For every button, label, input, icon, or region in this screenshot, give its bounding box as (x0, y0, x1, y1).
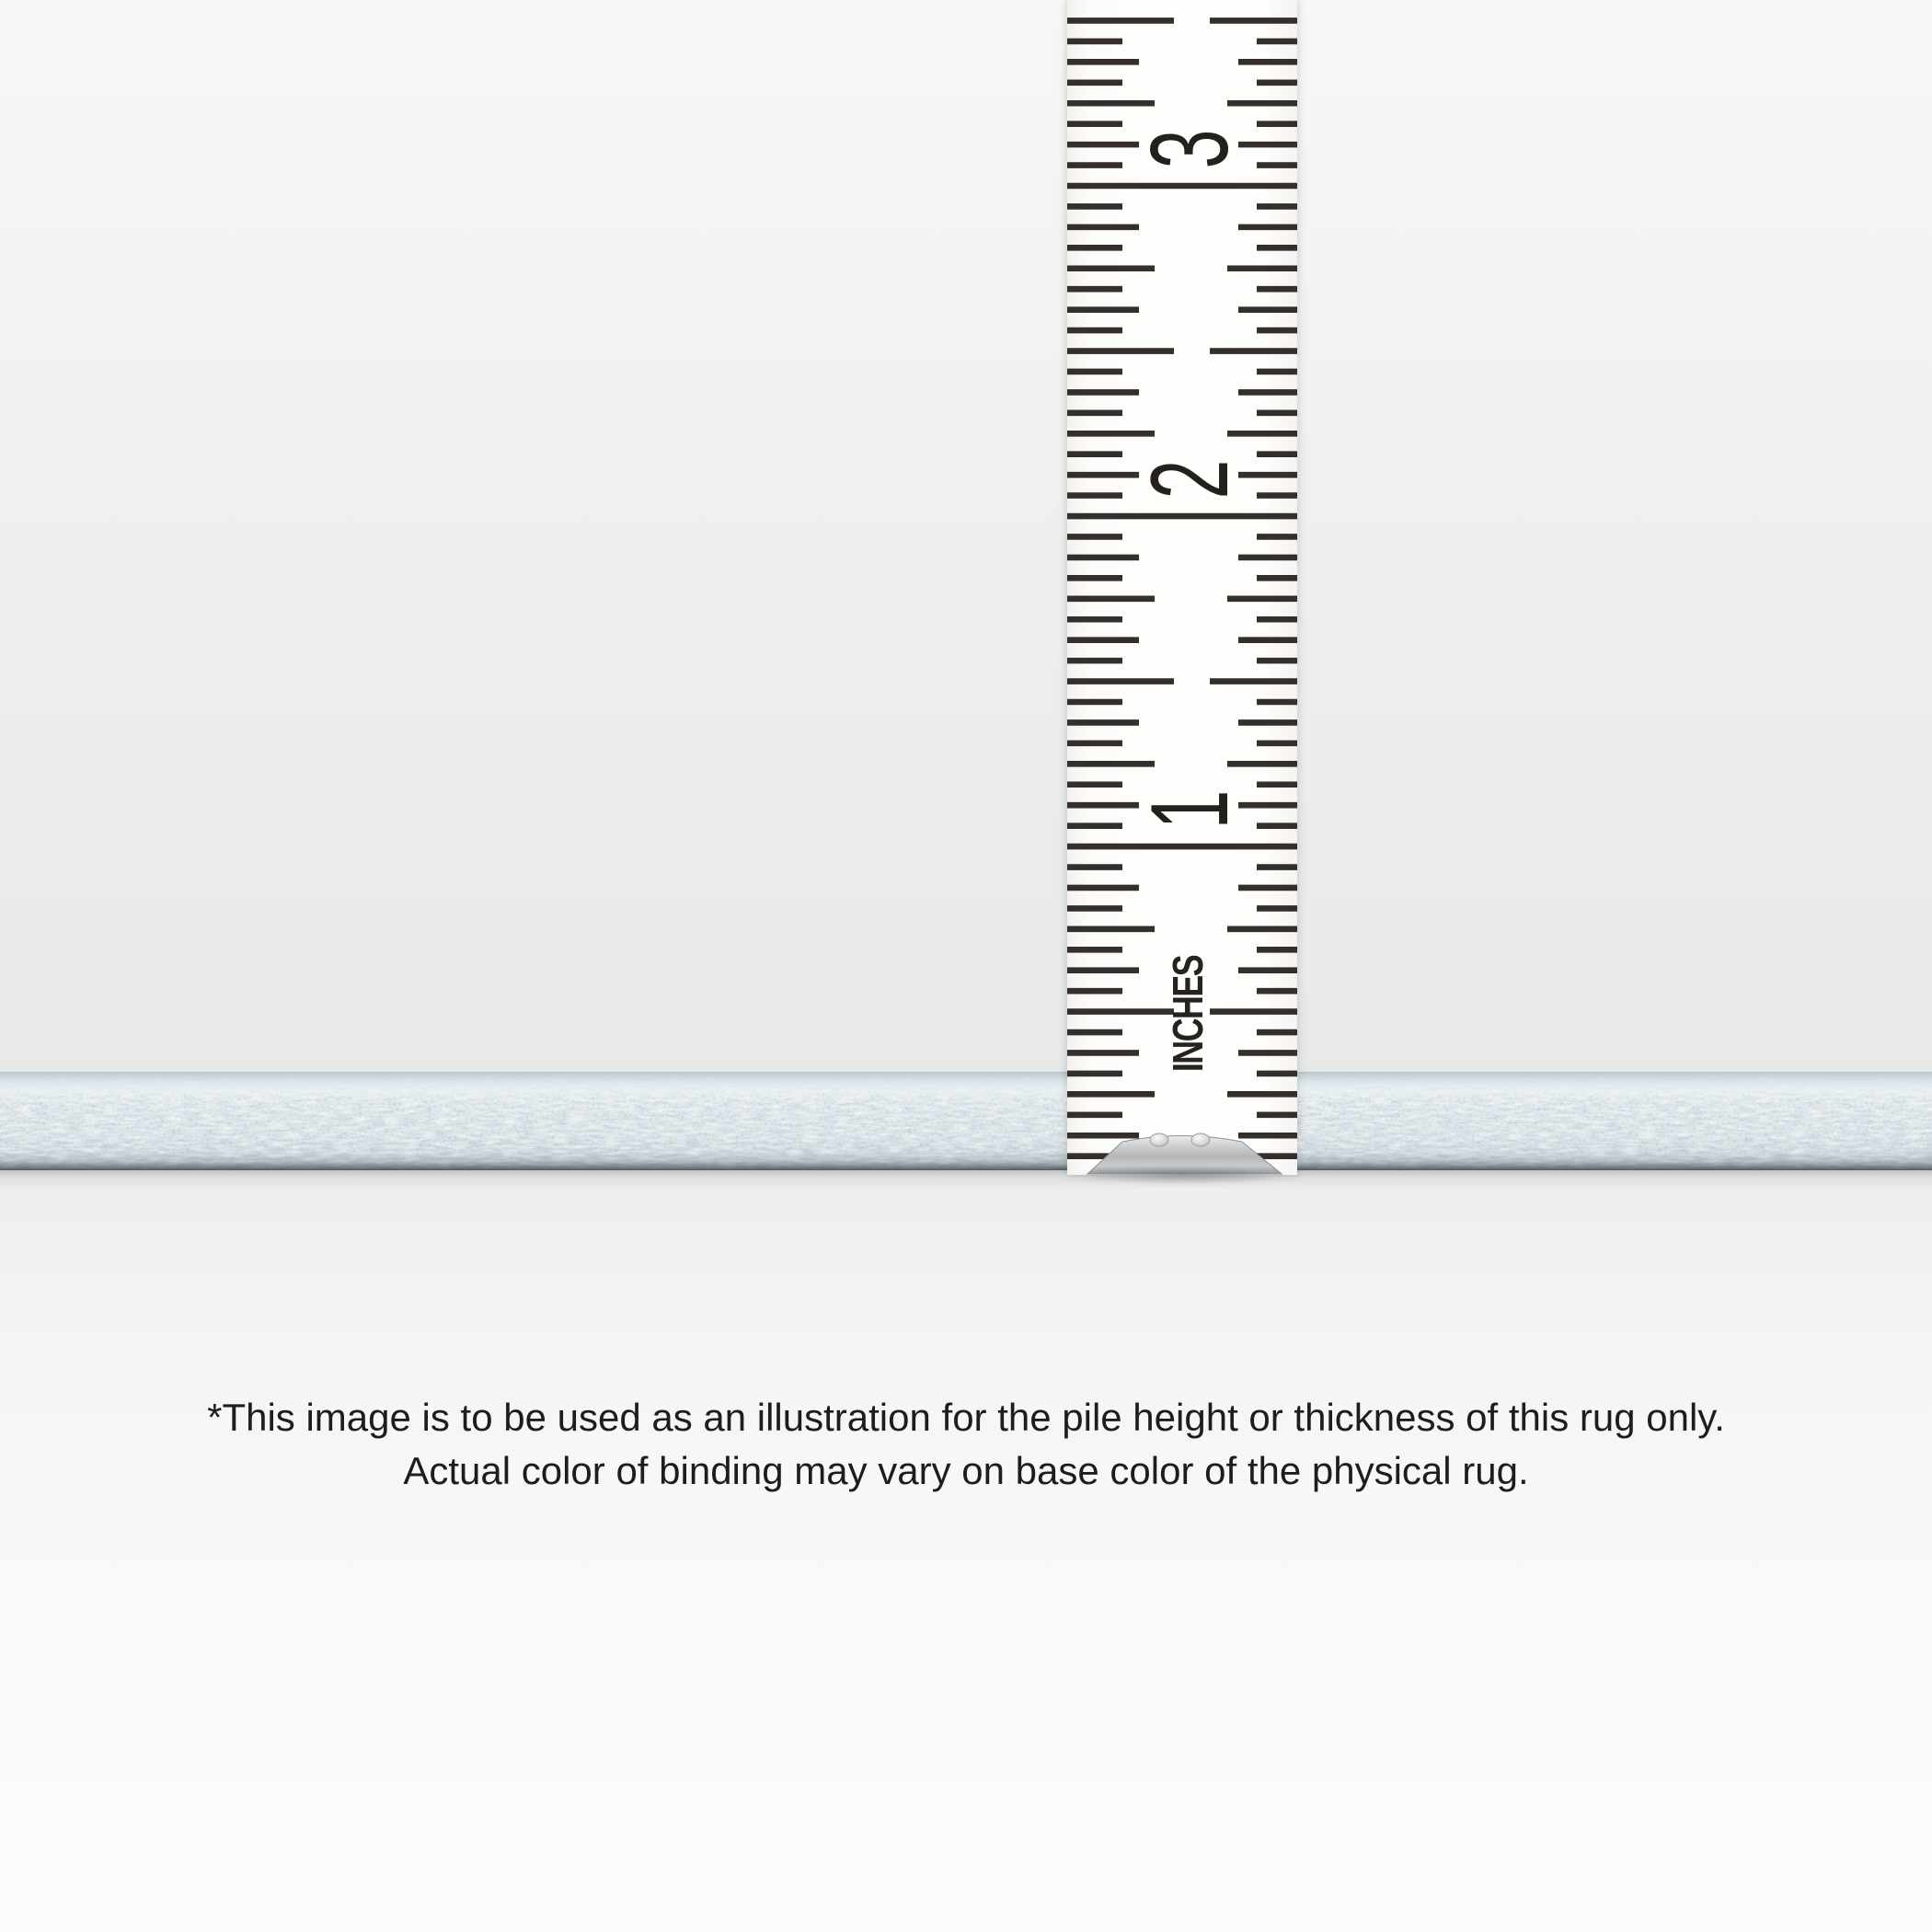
rug-cross-section (0, 1072, 1932, 1170)
ruler-base-shadow (1081, 1168, 1283, 1183)
ruler-unit-label: INCHES (1164, 955, 1212, 1073)
ruler-inch-label: 3 (1128, 129, 1251, 169)
caption-line-2: Actual color of binding may vary on base color of the physical rug. (403, 1449, 1529, 1492)
ruler-inch-label: 2 (1128, 459, 1251, 500)
rug-floor-shadow (0, 1169, 1932, 1190)
caption-line-1: *This image is to be used as an illustration for the pile height or thickness of this rug only. (207, 1396, 1725, 1439)
rug-pile-texture (0, 1072, 1932, 1170)
rivet (1150, 1133, 1168, 1146)
disclaimer-caption (0, 1391, 1932, 1498)
ruler (1067, 0, 1297, 1175)
ruler-inch-label: 1 (1128, 789, 1251, 830)
rivet (1191, 1133, 1210, 1146)
